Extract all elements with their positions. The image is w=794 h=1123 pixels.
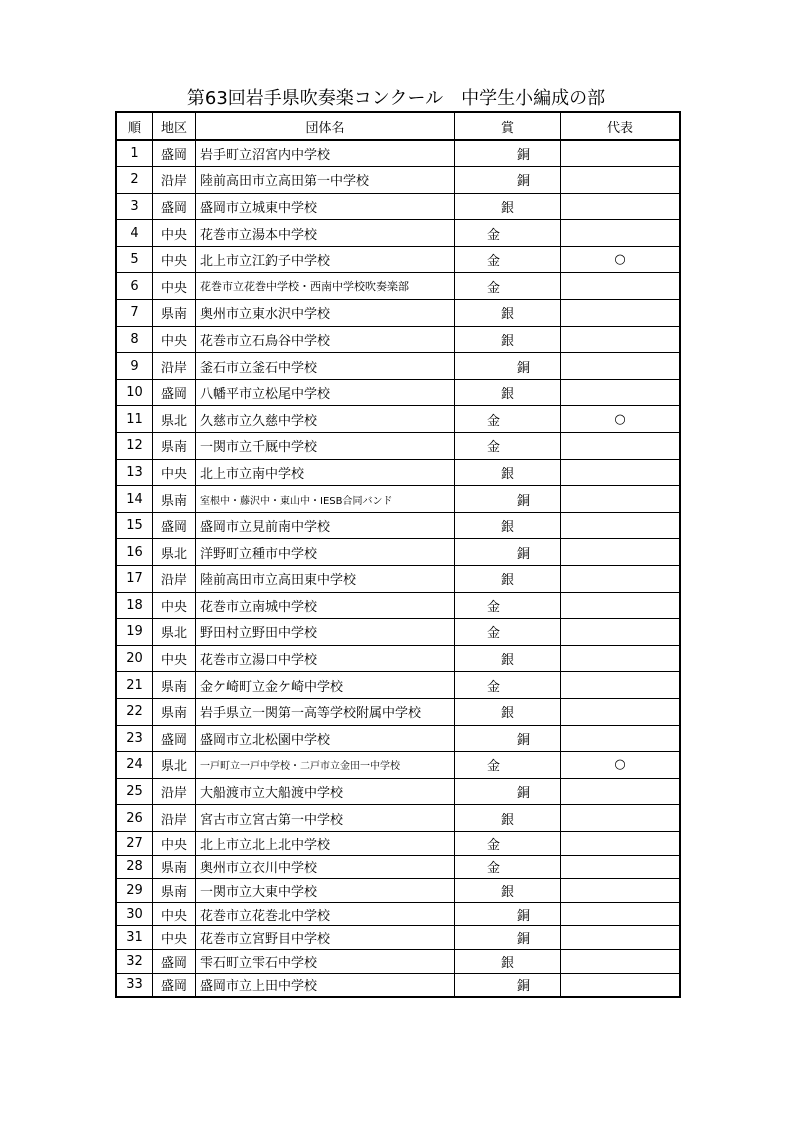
representative-cell [561, 353, 681, 380]
award-cell [455, 459, 561, 486]
area-cell: 中央 [153, 926, 196, 950]
group-name-cell: 室根中・藤沢中・東山中・IESB合同バンド [196, 486, 455, 513]
table-row [116, 273, 680, 300]
group-name-cell: 一関市立大東中学校 [196, 879, 455, 903]
award-cell [455, 778, 561, 805]
representative-cell [561, 539, 681, 566]
table-row [116, 831, 680, 855]
table-row [116, 406, 680, 433]
area-cell: 沿岸 [153, 778, 196, 805]
area-cell: 県北 [153, 406, 196, 433]
award-cell [455, 379, 561, 406]
table-row [116, 949, 680, 973]
order-cell: 30 [116, 902, 153, 926]
order-cell: 33 [116, 973, 153, 997]
representative-cell [561, 926, 681, 950]
award-label: 銀 [501, 307, 515, 323]
group-name-cell: 一戸町立一戸中学校・二戸市立金田一中学校 [196, 752, 455, 779]
table-row [116, 566, 680, 593]
table-row [116, 725, 680, 752]
award-cell [455, 855, 561, 879]
representative-cell [561, 645, 681, 672]
group-name-cell: 北上市立北上北中学校 [196, 831, 455, 855]
group-name-cell: 雫石町立雫石中学校 [196, 949, 455, 973]
order-cell: 19 [116, 619, 153, 646]
group-name-cell: 奥州市立東水沢中学校 [196, 300, 455, 327]
award-label: 銀 [501, 387, 515, 403]
award-cell [455, 752, 561, 779]
representative-cell [561, 672, 681, 699]
table-row [116, 433, 680, 460]
area-cell: 盛岡 [153, 512, 196, 539]
award-label: 銅 [517, 908, 531, 924]
area-cell: 中央 [153, 831, 196, 855]
award-cell [455, 831, 561, 855]
group-name-cell: 盛岡市立城東中学校 [196, 193, 455, 220]
representative-cell [561, 778, 681, 805]
area-cell: 中央 [153, 220, 196, 247]
area-cell: 沿岸 [153, 353, 196, 380]
group-name-cell: 野田村立野田中学校 [196, 619, 455, 646]
group-name-cell: 大船渡市立大船渡中学校 [196, 778, 455, 805]
order-cell: 16 [116, 539, 153, 566]
group-name-cell: 陸前高田市立高田東中学校 [196, 566, 455, 593]
award-cell [455, 902, 561, 926]
area-cell: 県南 [153, 855, 196, 879]
award-label: 銅 [517, 148, 531, 164]
table-row [116, 926, 680, 950]
order-cell: 26 [116, 805, 153, 832]
award-label: 金 [487, 440, 501, 456]
award-cell [455, 539, 561, 566]
representative-cell [561, 619, 681, 646]
representative-cell [561, 220, 681, 247]
table-row [116, 167, 680, 194]
results-table [115, 111, 681, 998]
table-row [116, 379, 680, 406]
header-area: 地区 [153, 112, 196, 140]
award-cell [455, 973, 561, 997]
header-order: 順 [116, 112, 153, 140]
order-cell: 7 [116, 300, 153, 327]
award-label: 銀 [501, 955, 515, 971]
award-cell [455, 140, 561, 167]
award-label: 銀 [501, 520, 515, 536]
representative-cell [561, 273, 681, 300]
award-cell [455, 592, 561, 619]
group-name-cell: 久慈市立久慈中学校 [196, 406, 455, 433]
representative-circle-mark: ○ [614, 411, 626, 427]
representative-cell [561, 855, 681, 879]
table-row [116, 672, 680, 699]
representative-cell [561, 902, 681, 926]
representative-cell [561, 193, 681, 220]
table-row [116, 193, 680, 220]
representative-cell [561, 300, 681, 327]
table-row [116, 539, 680, 566]
table-row [116, 645, 680, 672]
table-row [116, 459, 680, 486]
area-cell: 中央 [153, 902, 196, 926]
table-row [116, 855, 680, 879]
area-cell: 盛岡 [153, 193, 196, 220]
order-cell: 8 [116, 326, 153, 353]
award-cell [455, 949, 561, 973]
award-label: 金 [487, 861, 501, 877]
group-name-cell: 一関市立千厩中学校 [196, 433, 455, 460]
group-name-cell: 花巻市立石鳥谷中学校 [196, 326, 455, 353]
order-cell: 23 [116, 725, 153, 752]
award-label: 銅 [517, 732, 531, 748]
header-representative: 代表 [561, 112, 681, 140]
table-row [116, 220, 680, 247]
award-label: 銀 [501, 653, 515, 669]
table-row [116, 326, 680, 353]
table-row [116, 698, 680, 725]
award-cell [455, 879, 561, 903]
representative-cell [561, 752, 681, 779]
group-name-cell: 花巻市立湯口中学校 [196, 645, 455, 672]
award-label: 金 [487, 413, 501, 429]
table-row [116, 592, 680, 619]
order-cell: 1 [116, 140, 153, 167]
award-cell [455, 300, 561, 327]
award-label: 金 [487, 599, 501, 615]
order-cell: 12 [116, 433, 153, 460]
representative-cell [561, 379, 681, 406]
award-label: 金 [487, 679, 501, 695]
area-cell: 県北 [153, 619, 196, 646]
award-cell [455, 406, 561, 433]
group-name-cell: 花巻市立宮野目中学校 [196, 926, 455, 950]
order-cell: 15 [116, 512, 153, 539]
representative-cell [561, 433, 681, 460]
area-cell: 県南 [153, 672, 196, 699]
order-cell: 25 [116, 778, 153, 805]
award-cell [455, 672, 561, 699]
order-cell: 4 [116, 220, 153, 247]
order-cell: 17 [116, 566, 153, 593]
award-label: 銅 [517, 932, 531, 948]
representative-cell [561, 486, 681, 513]
area-cell: 中央 [153, 273, 196, 300]
table-row [116, 486, 680, 513]
table-row [116, 778, 680, 805]
award-cell [455, 167, 561, 194]
award-cell [455, 273, 561, 300]
order-cell: 29 [116, 879, 153, 903]
group-name-cell: 花巻市立湯本中学校 [196, 220, 455, 247]
order-cell: 20 [116, 645, 153, 672]
representative-cell [561, 949, 681, 973]
area-cell: 中央 [153, 645, 196, 672]
award-label: 金 [487, 759, 501, 775]
representative-cell [561, 879, 681, 903]
group-name-cell: 岩手町立沼宮内中学校 [196, 140, 455, 167]
group-name-cell: 岩手県立一関第一高等学校附属中学校 [196, 698, 455, 725]
representative-circle-mark: ○ [614, 252, 626, 268]
table-row [116, 805, 680, 832]
award-label: 銀 [501, 884, 515, 900]
award-cell [455, 725, 561, 752]
order-cell: 3 [116, 193, 153, 220]
group-name-cell: 宮古市立宮古第一中学校 [196, 805, 455, 832]
order-cell: 2 [116, 167, 153, 194]
award-cell [455, 566, 561, 593]
award-cell [455, 805, 561, 832]
representative-cell [561, 167, 681, 194]
award-label: 銀 [501, 200, 515, 216]
area-cell: 盛岡 [153, 725, 196, 752]
order-cell: 21 [116, 672, 153, 699]
award-cell [455, 246, 561, 273]
award-label: 銅 [517, 493, 531, 509]
order-cell: 24 [116, 752, 153, 779]
area-cell: 盛岡 [153, 949, 196, 973]
area-cell: 県南 [153, 698, 196, 725]
area-cell: 県南 [153, 486, 196, 513]
order-cell: 9 [116, 353, 153, 380]
area-cell: 沿岸 [153, 167, 196, 194]
area-cell: 県北 [153, 752, 196, 779]
award-cell [455, 645, 561, 672]
order-cell: 31 [116, 926, 153, 950]
award-label: 金 [487, 626, 501, 642]
award-cell [455, 698, 561, 725]
award-label: 銀 [501, 573, 515, 589]
representative-cell [561, 831, 681, 855]
header-award: 賞 [455, 112, 561, 140]
table-row [116, 752, 680, 779]
table-header-row [116, 112, 680, 140]
group-name-cell: 陸前高田市立高田第一中学校 [196, 167, 455, 194]
representative-cell [561, 326, 681, 353]
award-cell [455, 326, 561, 353]
award-label: 銅 [517, 174, 531, 190]
order-cell: 32 [116, 949, 153, 973]
award-cell [455, 193, 561, 220]
group-name-cell: 釜石市立釜石中学校 [196, 353, 455, 380]
award-cell [455, 353, 561, 380]
award-label: 銅 [517, 360, 531, 376]
group-name-cell: 奥州市立衣川中学校 [196, 855, 455, 879]
award-cell [455, 220, 561, 247]
award-label: 金 [487, 227, 501, 243]
award-label: 銀 [501, 333, 515, 349]
table-row [116, 353, 680, 380]
award-label: 銅 [517, 546, 531, 562]
order-cell: 27 [116, 831, 153, 855]
award-label: 銅 [517, 979, 531, 995]
area-cell: 県北 [153, 539, 196, 566]
table-row [116, 973, 680, 997]
area-cell: 盛岡 [153, 379, 196, 406]
group-name-cell: 北上市立江釣子中学校 [196, 246, 455, 273]
order-cell: 18 [116, 592, 153, 619]
order-cell: 14 [116, 486, 153, 513]
group-name-cell: 洋野町立種市中学校 [196, 539, 455, 566]
group-name-cell: 北上市立南中学校 [196, 459, 455, 486]
area-cell: 中央 [153, 326, 196, 353]
representative-cell [561, 805, 681, 832]
table-row [116, 512, 680, 539]
award-cell [455, 926, 561, 950]
area-cell: 県南 [153, 879, 196, 903]
award-cell [455, 619, 561, 646]
group-name-cell: 八幡平市立松尾中学校 [196, 379, 455, 406]
award-label: 金 [487, 837, 501, 853]
order-cell: 6 [116, 273, 153, 300]
table-row [116, 879, 680, 903]
group-name-cell: 花巻市立花巻中学校・西南中学校吹奏楽部 [196, 273, 455, 300]
group-name-cell: 花巻市立南城中学校 [196, 592, 455, 619]
table-row [116, 619, 680, 646]
page-title: 第63回岩手県吹奏楽コンクール 中学生小編成の部 [186, 88, 606, 109]
representative-cell [561, 512, 681, 539]
award-label: 銅 [517, 786, 531, 802]
award-cell [455, 486, 561, 513]
order-cell: 22 [116, 698, 153, 725]
area-cell: 盛岡 [153, 973, 196, 997]
order-cell: 11 [116, 406, 153, 433]
representative-cell [561, 459, 681, 486]
table-row [116, 902, 680, 926]
representative-cell [561, 140, 681, 167]
group-name-cell: 花巻市立花巻北中学校 [196, 902, 455, 926]
award-label: 銀 [501, 466, 515, 482]
area-cell: 県南 [153, 300, 196, 327]
group-name-cell: 盛岡市立北松園中学校 [196, 725, 455, 752]
table-row [116, 300, 680, 327]
representative-cell [561, 406, 681, 433]
table-body [116, 140, 680, 997]
area-cell: 中央 [153, 246, 196, 273]
group-name-cell: 盛岡市立見前南中学校 [196, 512, 455, 539]
representative-cell [561, 725, 681, 752]
order-cell: 5 [116, 246, 153, 273]
area-cell: 中央 [153, 592, 196, 619]
representative-circle-mark: ○ [614, 757, 626, 773]
award-label: 金 [487, 280, 501, 296]
award-cell [455, 433, 561, 460]
representative-cell [561, 566, 681, 593]
award-cell [455, 512, 561, 539]
area-cell: 県南 [153, 433, 196, 460]
order-cell: 13 [116, 459, 153, 486]
award-label: 銀 [501, 812, 515, 828]
table-row [116, 246, 680, 273]
order-cell: 28 [116, 855, 153, 879]
table-row [116, 140, 680, 167]
award-label: 金 [487, 254, 501, 270]
area-cell: 中央 [153, 459, 196, 486]
award-label: 銀 [501, 706, 515, 722]
group-name-cell: 盛岡市立上田中学校 [196, 973, 455, 997]
header-group-name: 団体名 [196, 112, 455, 140]
area-cell: 沿岸 [153, 566, 196, 593]
group-name-cell: 金ケ崎町立金ケ崎中学校 [196, 672, 455, 699]
order-cell: 10 [116, 379, 153, 406]
representative-cell [561, 592, 681, 619]
area-cell: 盛岡 [153, 140, 196, 167]
representative-cell [561, 973, 681, 997]
area-cell: 沿岸 [153, 805, 196, 832]
representative-cell [561, 246, 681, 273]
representative-cell [561, 698, 681, 725]
